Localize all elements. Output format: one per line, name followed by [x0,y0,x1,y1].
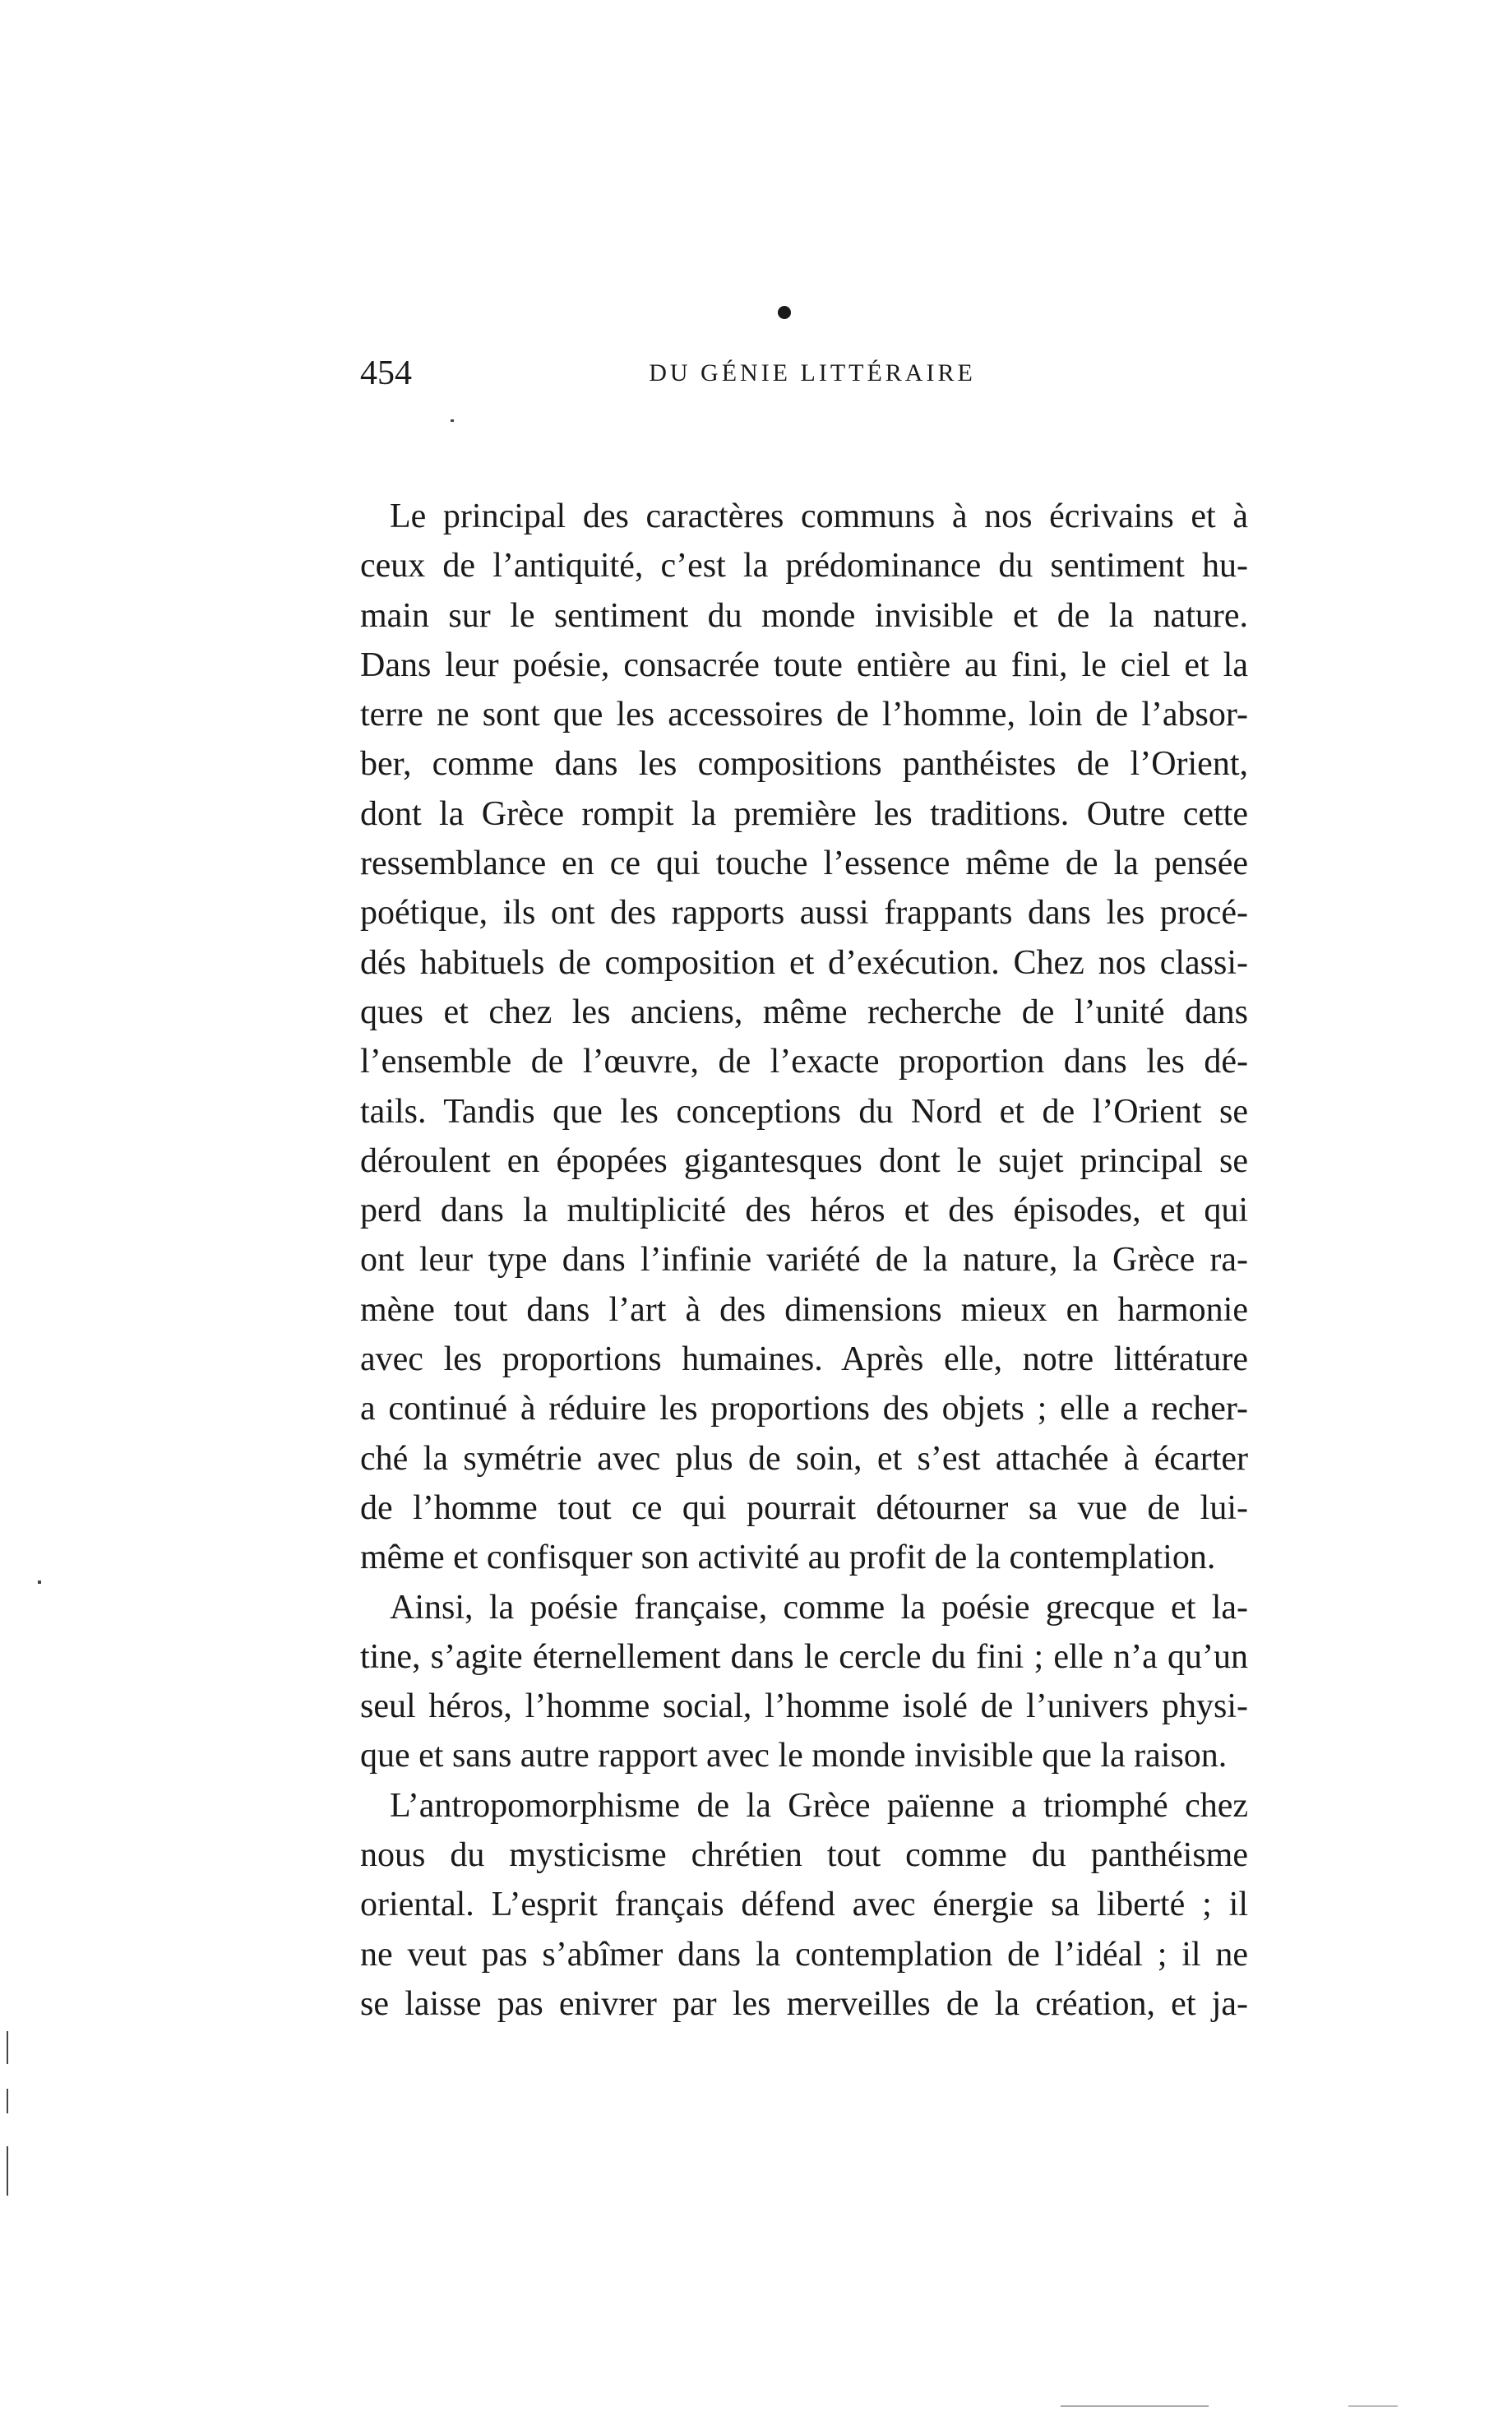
text-line: ne veut pas s’abîmer dans la contemplation de l’idéal ; il ne [360,1935,1248,1974]
scan-speck [38,1581,41,1584]
running-title: DU GÉNIE LITTÉRAIRE [649,359,976,386]
scan-speck [7,2089,8,2113]
text-line: déroulent en épopées gigantesques dont le sujet principal se [360,1141,1248,1180]
body-text [360,492,1248,2029]
scan-speck [1061,2405,1209,2407]
text-line: tails. Tandis que les conceptions du Nord et de l’Orient se [360,1092,1248,1131]
text-line: l’ensemble de l’œuvre, de l’exacte proportion dans les dé- [360,1043,1248,1081]
text-line: Le principal des caractères communs à nos écrivains et à [390,498,1248,535]
text-line: Ainsi, la poésie française, comme la poésie grecque et la- [390,1588,1248,1627]
text-line: avec les proportions humaines. Après elle, notre littérature [360,1340,1248,1379]
text-line: dont la Grèce rompit la première les traditions. Outre cette [360,794,1248,833]
ink-dot-mark [778,306,791,319]
text-line: ceux de l’antiquité, c’est la prédominance du sentiment hu- [360,547,1248,585]
text-line: ber, comme dans les compositions panthéistes de l’Orient, [360,745,1248,784]
text-line: mène tout dans l’art à des dimensions mieux en harmonie [360,1290,1248,1329]
text-line: seul héros, l’homme social, l’homme isolé de l’univers physi- [360,1687,1248,1726]
text-line: main sur le sentiment du monde invisible et de la nature. [360,596,1248,635]
text-line: ont leur type dans l’infinie variété de la nature, la Grèce ra- [360,1241,1248,1280]
text-line: Dans leur poésie, consacrée toute entière au fini, le ciel et la [360,646,1248,684]
text-line: que et sans autre rapport avec le monde invisible que la raison. [360,1737,1228,1775]
text-line: se laisse pas enivrer par les merveilles de la création, et ja- [360,1984,1248,2023]
text-line: ché la symétrie avec plus de soin, et s’est attachée à écarter [360,1439,1248,1478]
text-line: perd dans la multiplicité des héros et des épisodes, et qui [360,1192,1248,1230]
text-line: de l’homme tout ce qui pourrait détourner sa vue de lui- [360,1488,1248,1527]
scan-speck [451,419,454,422]
text-line: ressemblance en ce qui touche l’essence même de la pensée [360,845,1248,883]
text-line: même et confisquer son activité au profit de la contemplation. [360,1539,1216,1577]
text-line: L’antropomorphisme de la Grèce païenne a triomphé chez [390,1786,1248,1825]
text-line: oriental. L’esprit français défend avec énergie sa liberté ; il [360,1886,1248,1924]
text-line: tine, s’agite éternellement dans le cercle du fini ; elle n’a qu’un [360,1637,1248,1676]
page-number: 454 [360,354,412,392]
scan-speck [1348,2405,1398,2407]
text-line: terre ne sont que les accessoires de l’homme, loin de l’absor- [360,696,1248,734]
scan-speck [7,2146,8,2196]
text-line: a continué à réduire les proportions des objets ; elle a recher- [360,1390,1248,1428]
running-head [360,349,1248,398]
text-line: dés habituels de composition et d’exécution. Chez nos classi- [360,943,1248,982]
text-line: ques et chez les anciens, même recherche de l’unité dans [360,993,1248,1031]
text-line: poétique, ils ont des rapports aussi frappants dans les procé- [360,894,1248,933]
text-line: nous du mysticisme chrétien tout comme du panthéisme [360,1836,1248,1875]
scan-speck [7,2031,8,2064]
